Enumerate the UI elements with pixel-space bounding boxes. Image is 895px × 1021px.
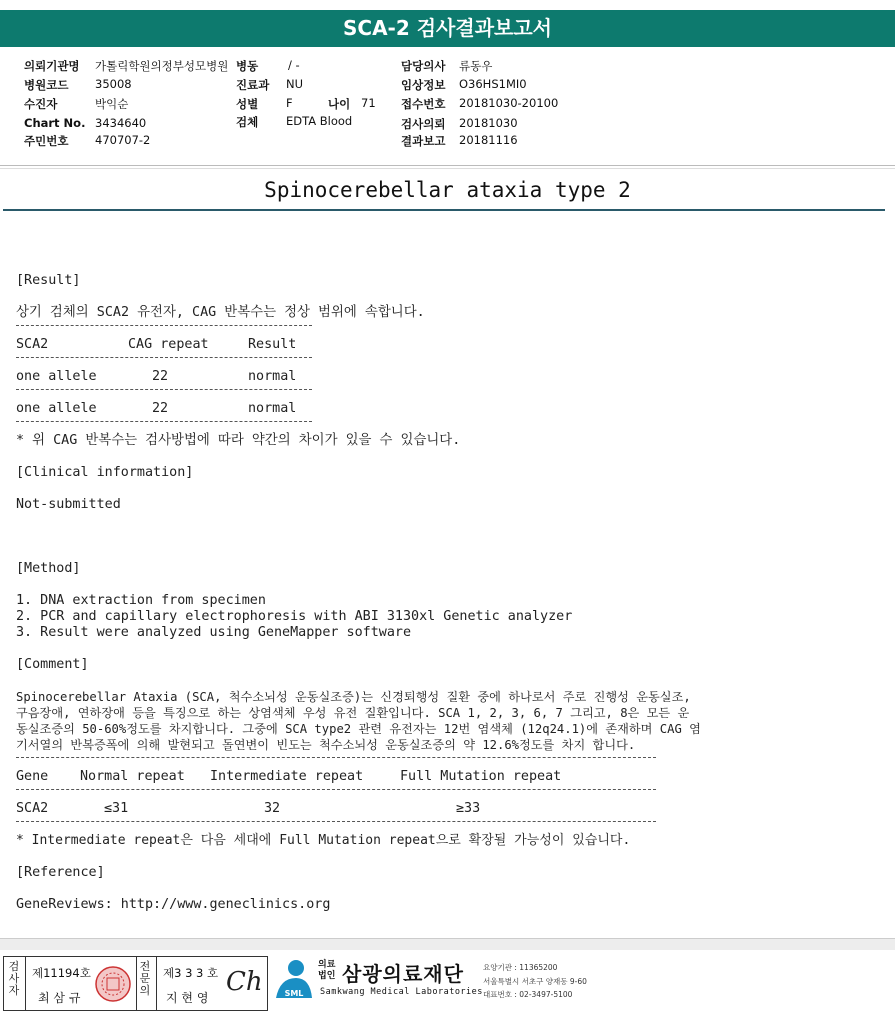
sml-logo-icon: [272, 958, 316, 1004]
report-title: SCA-2 검사결과보고서: [343, 16, 552, 40]
signature-box: [3, 956, 268, 1011]
hospital-code-value: 35008: [95, 77, 132, 91]
address: 서울특별시 서초구 양재동 9-60: [483, 977, 587, 986]
phone: 대표번호 : 02-3497-5100: [483, 990, 573, 999]
clinical-text: Not-submitted: [16, 497, 121, 512]
report-date-label: 결과보고: [401, 134, 446, 148]
gene-header-gene: Gene: [16, 769, 49, 784]
info-divider-2: [0, 168, 895, 169]
comment-line-4: 기서열의 반복증폭에 의해 발현되고 돌연변이 빈도는 척수소뇌성 운동실조증의 약 12.6%정도를 차지 합니다.: [16, 738, 636, 752]
table-rule: [16, 757, 656, 758]
organization-logo: [272, 956, 612, 1011]
chart-value: 3434640: [95, 116, 147, 130]
specialist-label: 전 문 의: [139, 960, 151, 997]
svg-text:SML: SML: [284, 989, 304, 998]
specialist-signature: Ch: [226, 967, 263, 997]
patient-label: 수진자: [24, 97, 58, 111]
ward-value: / -: [288, 58, 300, 72]
report-title-bar: [0, 10, 895, 47]
comment-line-2: 구음장애, 연하장애 등을 특징으로 하는 상염색체 우성 유전 질환입니다. SCA 1, 2, 3, 6, 7 그리고, 8은 모든 운: [16, 706, 690, 720]
comment-heading: [Comment]: [16, 657, 89, 672]
comment-line-1: Spinocerebellar Ataxia (SCA, 척수소뇌성 운동실조증)는 신경퇴행성 질환 중에 하나로서 주로 진행성 운동실조,: [16, 690, 691, 704]
gene-row-normal: ≤31: [104, 801, 129, 816]
comment-line-3: 동실조증의 50-60%정도를 차지합니다. 그중에 SCA type2 관련 유전자는 12번 염색체 (12q24.1)에 존재하며 CAG 염: [16, 722, 701, 736]
method-item-1: 1. DNA extraction from specimen: [16, 593, 266, 608]
sex-value: F: [286, 96, 293, 110]
reference-heading: [Reference]: [16, 865, 105, 880]
doctor-value: 류동우: [459, 59, 493, 73]
table-rule: [16, 421, 312, 422]
result-row-1-cag: 22: [152, 369, 169, 384]
gene-note: * Intermediate repeat은 다음 세대에 Full Mutation repeat으로 확장될 가능성이 있습니다.: [16, 833, 631, 848]
institution-value: 가톨릭학원의정부성모병원: [95, 59, 229, 73]
result-header-gene: SCA2: [16, 337, 49, 352]
id-value: 470707-2: [95, 133, 151, 147]
inspector-license: 제11194호: [32, 966, 91, 980]
reference-text: GeneReviews: http://www.geneclinics.org: [16, 897, 331, 912]
gene-row-intermediate: 32: [264, 801, 281, 816]
request-value: 20181030: [459, 116, 518, 130]
dept-value: NU: [286, 77, 304, 91]
result-row-2-cag: 22: [152, 401, 169, 416]
patient-info: [0, 55, 895, 165]
request-label: 검사의뢰: [401, 117, 446, 131]
age-label: 나이: [328, 97, 351, 111]
hospital-code-label: 병원코드: [24, 78, 69, 92]
inspector-label: 검 사 자: [8, 960, 20, 997]
age-value: 71: [361, 96, 376, 110]
org-type: 의료법인: [318, 960, 336, 981]
info-divider: [0, 165, 895, 166]
result-header-cag: CAG repeat: [128, 337, 209, 352]
document-title: Spinocerebellar ataxia type 2: [264, 178, 631, 202]
result-row-2-result: normal: [248, 401, 297, 416]
id-label: 주민번호: [24, 134, 69, 148]
table-rule: [16, 821, 656, 822]
result-row-1-result: normal: [248, 369, 297, 384]
clinical-info-label: 임상정보: [401, 78, 446, 92]
table-rule: [16, 325, 312, 326]
result-note: * 위 CAG 반복수는 검사방법에 따라 약간의 차이가 있을 수 있습니다.: [16, 433, 461, 448]
org-name: 삼광의료재단: [342, 962, 464, 986]
footer-band: [0, 938, 895, 950]
chart-label: Chart No.: [24, 116, 86, 130]
gene-header-intermediate: Intermediate repeat: [210, 769, 364, 784]
title-divider: [3, 209, 885, 211]
receipt-label: 접수번호: [401, 97, 446, 111]
inspector-name: 최 삼 규: [38, 991, 81, 1005]
doctor-label: 담당의사: [401, 59, 446, 73]
table-rule: [16, 789, 656, 790]
method-item-2: 2. PCR and capillary electrophoresis with ABI 3130xl Genetic analyzer: [16, 609, 573, 624]
inspector-seal-icon: [94, 965, 132, 1003]
method-item-3: 3. Result were analyzed using GeneMapper software: [16, 625, 412, 640]
gene-header-normal: Normal repeat: [80, 769, 185, 784]
result-text: 상기 검체의 SCA2 유전자, CAG 반복수는 정상 범위에 속합니다.: [16, 305, 425, 320]
specimen-value: EDTA Blood: [286, 114, 353, 128]
institution-label: 의뢰기관명: [24, 59, 80, 73]
clinical-heading: [Clinical information]: [16, 465, 194, 480]
specialist-license: 제3 3 3 호: [163, 966, 219, 980]
receipt-value: 20181030-20100: [459, 96, 559, 110]
result-header-result: Result: [248, 337, 297, 352]
clinical-info-value: O36HS1MI0: [459, 77, 527, 91]
result-heading: [Result]: [16, 273, 81, 288]
specimen-label: 검체: [236, 115, 259, 129]
gene-row-full: ≥33: [456, 801, 481, 816]
gene-header-full: Full Mutation repeat: [400, 769, 562, 784]
method-heading: [Method]: [16, 561, 81, 576]
result-row-2-allele: one allele: [16, 401, 97, 416]
table-rule: [16, 357, 312, 358]
specialist-name: 지 현 영: [166, 991, 209, 1005]
result-row-1-allele: one allele: [16, 369, 97, 384]
ward-label: 병동: [236, 59, 259, 73]
sex-label: 성별: [236, 97, 259, 111]
report-date-value: 20181116: [459, 133, 518, 147]
patient-value: 박익순: [95, 97, 129, 111]
table-rule: [16, 389, 312, 390]
gene-row-gene: SCA2: [16, 801, 49, 816]
org-english-name: Samkwang Medical Laboratories: [320, 987, 483, 997]
care-number: 요양기관 : 11365200: [483, 963, 558, 972]
dept-label: 진료과: [236, 78, 270, 92]
